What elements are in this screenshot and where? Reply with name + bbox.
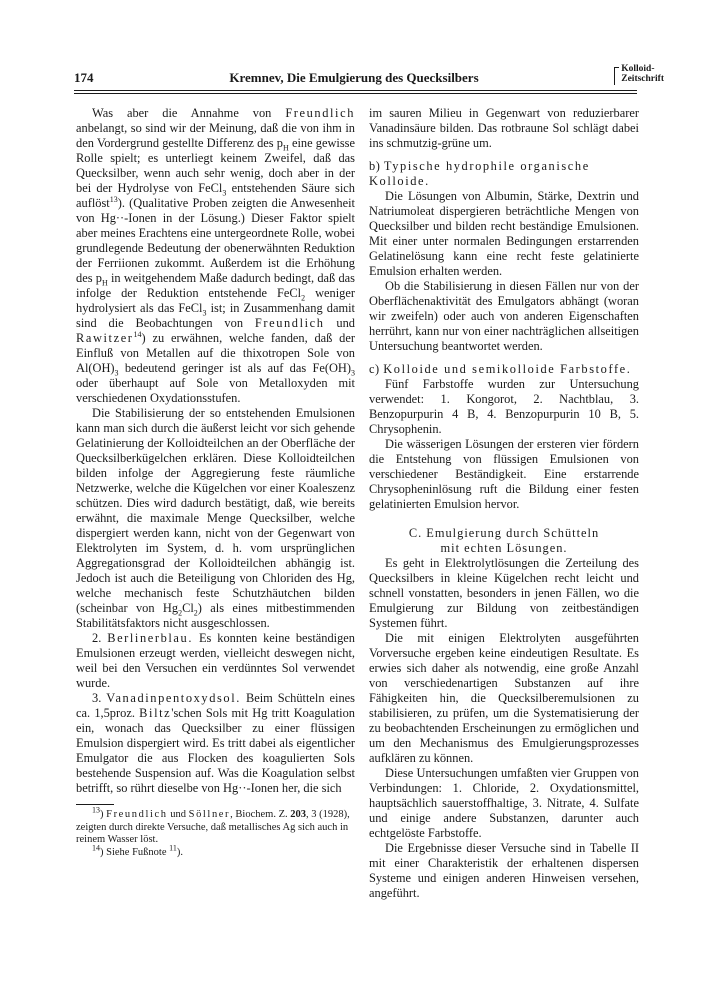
section-heading-C: C. Emulgierung durch Schütteln mit echten Lösungen. xyxy=(408,526,600,555)
paragraph: im sauren Milieu in Gegenwart von reduzierbarer Vanadinsäure bilden. Das rotbraune Sol schlägt dabei ins schmutzig-grüne um. xyxy=(369,106,639,150)
journal-line-2: Zeitschrift xyxy=(621,74,664,84)
paragraph: Die Lösungen von Albumin, Stärke, Dextrin und Natriumoleat dispergieren beträchtliche Mengen von Quecksilber und bilden recht beständige Emulsionen. Mit einer unter normalen Bedingungen erstarrenden Gelatinelösung kann eine recht feste gelatinierte Emulsion erhalten werden. xyxy=(369,189,639,278)
footnote-14: $^{14}$) Siehe Fußnote $^{11}$). xyxy=(92,843,183,858)
paragraph: Fünf Farbstoffe wurden zur Untersuchung verwendet: 1. Kongorot, 2. Nachtblau, 3. Benzopurpurin 4 B, 4. Benzopurpurin 10 B, 5. Chrysophenin. xyxy=(369,377,639,436)
right-column xyxy=(369,106,639,901)
paragraph: Die mit einigen Elektrolyten ausgeführten Vorversuche ergeben keine eindeutigen Resultate. Es erwies sich daher als notwendig, eine große Anzahl von verschiedenartigen Substanzen auf ihre Fähigkeiten hin, die Quecksilberemulsionen zu stabilisieren, zu prüfen, um die Systematisierung der zu beobachtenden Erscheinungen zu ermöglichen und um den Mechanismus des Emulgierungsprozesses aufklären zu können. xyxy=(369,631,639,765)
paragraph: Die Stabilisierung der so entstehenden Emulsionen kann man sich durch die äußerst leicht vor sich gehende Gelatinierung der Kolloidteilchen an der Oberfläche der Quecksilberkügelchen erklären. Diese Kolloidteilchen bilden infolge der Aggregierung feste räumliche Netzwerke, welche die Kügelchen vor einer Koaleszenz schützen. Dies wird dadurch bestätigt, daß, wie bereits erwähnt, die maximale Menge Quecksilber, welche dispergiert werden kann, nicht von der Gegenwart von Elektrolyten im System, d. h. vom ursprünglichen Aggregationsgrad der Kolloidteilchen abhängig ist. Jedoch ist auch die Beteiligung von Chloriden des Hg, welche mechanisch feste Schutzhäutchen bilden (scheinbar von $Hg_2Cl_2$) als eines mitbestimmenden Stabilitätsfaktors nicht ausgeschlossen. xyxy=(76,406,355,630)
paragraph: 3. Vanadinpentoxydsol. Beim Schütteln eines ca. 1,5proz. Biltz'schen Sols mit Hg tritt Koagulation ein, wonach das Quecksilber zu einer flüssigen Emulsion dispergiert wird. Es tritt dabei als eigentlicher Emulgator die aus Flocken des koagulierten Sols bestehende Suspension auf. Was die Koagulation selbst betrifft, so rührt dieselbe von Hg··-Ionen her, die sich xyxy=(76,691,356,795)
left-column xyxy=(76,106,355,859)
journal-name xyxy=(614,64,664,84)
paragraph: Es geht in Elektrolytlösungen die Zerteilung des Quecksilbers in kleine Kügelchen recht leicht und schnell vonstatten, besonders in jenen Fällen, wo die Emulgierung zur Bildung von zeitbeständigen Systemen führt. xyxy=(369,556,639,630)
footnote-13: $^{13}$) Freundlich und Söllner, Biochem. Z. 203, 3 (1928), zeigten durch direkte Versuche, daß metallisches Ag sich auch in reinem Wasser löst. xyxy=(76,805,350,845)
journal-line-1: Kolloid- xyxy=(621,64,655,74)
header-rule xyxy=(74,90,637,91)
paragraph: 2. Berlinerblau. Es konnten keine beständigen Emulsionen erzeugt werden, vielleicht deswegen nicht, weil bei den Versuchen ein verdünntes Sol verwendet wurde. xyxy=(76,631,355,690)
paragraph: Die wässerigen Lösungen der ersteren vier fördern die Entstehung von flüssigen Emulsionen von verschiedener Beständigkeit. Eine erstarrende Chrysopheninlösung ruft die Bildung einer festen gelatinierten Emulsion hervor. xyxy=(369,437,639,511)
section-heading-b: b) Typische hydrophile organische Kolloide. xyxy=(369,159,590,188)
paragraph: Ob die Stabilisierung in diesen Fällen nur von der Oberflächenaktivität des Emulgators abhängt (woran wir zweifeln) oder auch von anderen Eigenschaften herrührt, kann nur von einer nachträglichen allseitigen Untersuchung beantwortet werden. xyxy=(369,279,639,353)
paragraph: Was aber die Annahme von Freundlich anbelangt, so sind wir der Meinung, daß die von ihm in den Vordergrund gestellte Differenz des $p_H$ eine gewisse Rolle spielt; es unterliegt keinem Zweifel, daß das Quecksilber, wenn auch sehr wenig, doch aber in der bei der Hydrolyse von FeCl$_3$ entstehenden Säure sich auflöst$^{13}$). (Qualitative Proben zeigten die Anwesenheit von Hg··-Ionen in der Lösung.) Dieser Faktor spielt aber meines Erachtens eine untergeordnete Rolle, wobei grundlegende Bedeutung der obenerwähnten Reduktion der Ferriionen zukommt. Außerdem ist die Erhöhung des $p_H$ in weitgehendem Maße dadurch bedingt, daß das infolge der Reduktion entstehende FeCl$_2$ weniger hydrolysiert als das FeCl$_3$ ist; in Zusammenhang damit sind die Beobachtungen von Freundlich und Rawitzer$^{14}$) zu erwähnen, welche fanden, daß der Einfluß von Metallen auf die thixotropen Sole von $Al(OH)_3$ bedeutend geringer ist als auf das $Fe(OH)_3$ oder überhaupt auf Sole von Metalloxyden mit verschiedenen Oxydationsstufen. xyxy=(76,106,356,405)
section-heading-c: c) Kolloide und semikolloide Farbstoffe. xyxy=(369,362,632,376)
header-rule-2 xyxy=(74,93,637,94)
page-number: 174 xyxy=(74,70,94,85)
running-title: Kremnev, Die Emulgierung des Quecksilbers xyxy=(229,70,479,85)
paragraph: Diese Untersuchungen umfaßten vier Gruppen von Verbindungen: 1. Chloride, 2. Oxydationsmittel, hauptsächlich sauerstoffhaltige, 3. Nitrate, 4. Sulfate und einige andere Substanzen, darunter auch echtgelöste Farbstoffe. xyxy=(369,766,639,840)
paragraph: Die Ergebnisse dieser Versuche sind in Tabelle II mit einer Charakteristik der erhaltenen dispersen Systeme und einigen anderen Hinweisen versehen, angeführt. xyxy=(369,841,639,900)
page-header xyxy=(74,64,664,90)
